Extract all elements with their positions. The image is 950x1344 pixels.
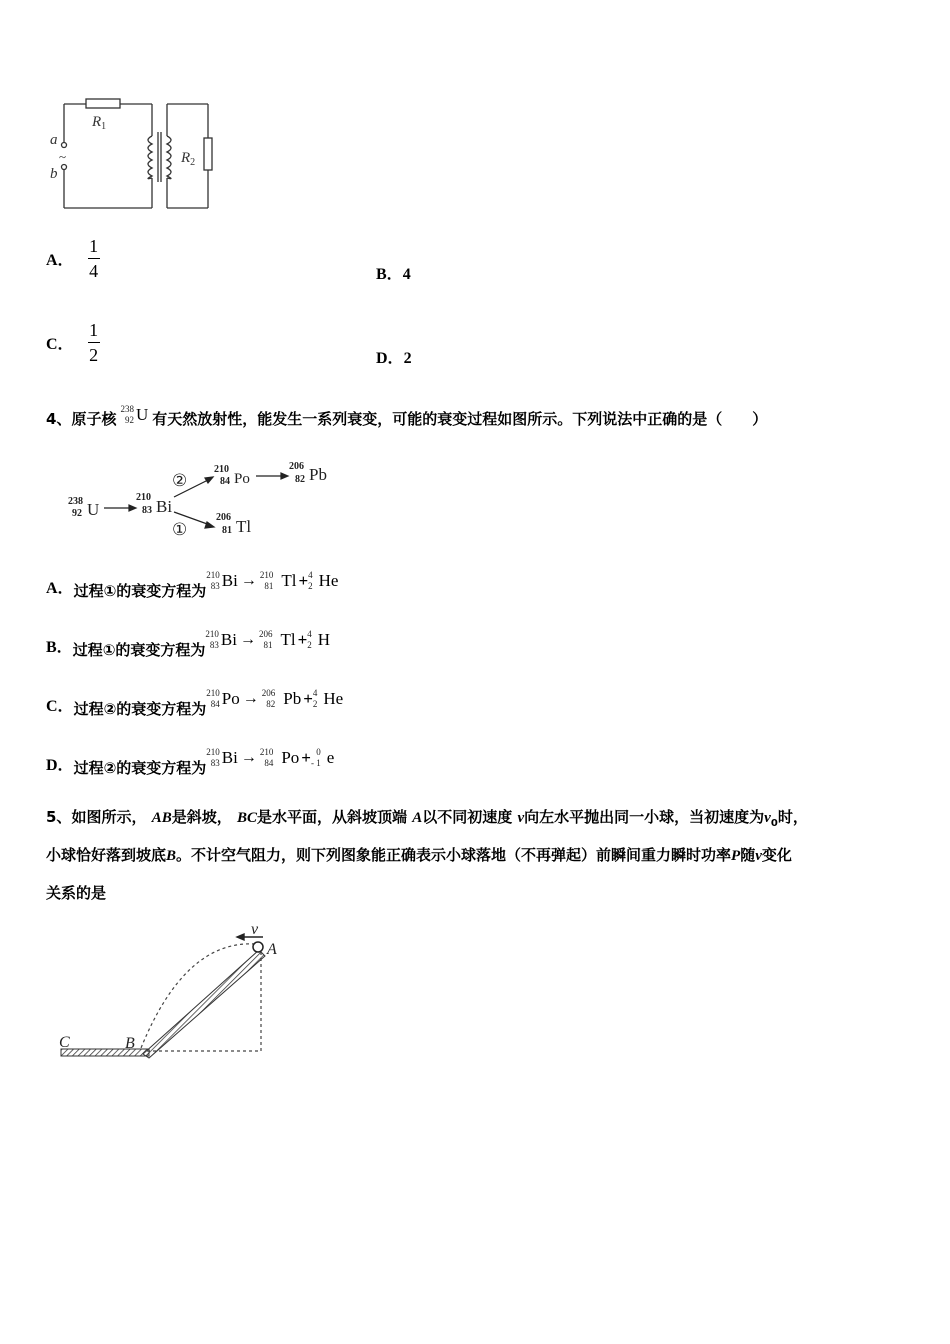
option-text: 过程②的衰变方程为 <box>73 699 207 718</box>
option-text: 过程②的衰变方程为 <box>73 758 207 777</box>
q3-option-b[interactable] <box>376 261 411 284</box>
slope-projectile-figure <box>55 920 295 1070</box>
q3-option-d[interactable] <box>376 345 412 368</box>
primary-coil <box>148 136 152 179</box>
label-v: v <box>251 921 259 938</box>
svg-text:Tl: Tl <box>236 517 252 536</box>
decay-equation: 210 83 Bi → 210 81 Tl + 4 2 He <box>206 570 339 591</box>
option-letter: C． <box>46 697 74 715</box>
option-letter: D． <box>376 350 404 367</box>
decay-equation: 210 84 Po → 206 82 Pb + 4 2 He <box>206 688 344 709</box>
option-letter: D． <box>46 756 74 774</box>
transformer-circuit-figure <box>40 92 220 217</box>
svg-text:92: 92 <box>72 508 82 519</box>
q4-option-a[interactable] <box>46 570 338 602</box>
option-text: 过程①的衰变方程为 <box>72 640 206 659</box>
q4-option-b[interactable] <box>46 629 330 661</box>
option-text: 过程①的衰变方程为 <box>73 581 207 600</box>
node-po <box>214 464 250 487</box>
label-r2: $R_2$ <box>181 150 196 168</box>
label-b: b <box>50 166 58 182</box>
option-letter: A． <box>46 579 74 597</box>
source-symbol: ~ <box>59 149 67 164</box>
q4-stem <box>46 404 767 432</box>
option-value: 2 <box>403 350 412 367</box>
q5-stem-line-1: 5、如图所示， AB是斜坡， BC是水平面，从斜坡顶端 A以不同初速度 v向左水平抛出同一小球，当初速度为$v_0$时， <box>46 808 808 829</box>
label-a: a <box>50 132 58 148</box>
decay-chain-diagram <box>60 455 350 545</box>
fraction: $\frac{1}{2}$ <box>89 320 99 365</box>
q4-prefix: 原子核 <box>71 409 117 428</box>
svg-text:238: 238 <box>68 496 83 507</box>
resistor-r2 <box>204 138 212 170</box>
resistor-r1 <box>86 99 120 108</box>
q3-option-c[interactable] <box>46 320 100 365</box>
svg-text:Pb: Pb <box>309 465 327 484</box>
secondary-coil <box>167 136 171 179</box>
option-letter: B． <box>46 638 73 656</box>
label-c: C <box>59 1034 70 1051</box>
svg-text:210: 210 <box>136 492 151 503</box>
decay-equation: 210 83 Bi → 206 81 Tl + 4 2 H <box>205 629 331 650</box>
q5-stem-line-2: 小球恰好落到坡底B。不计空气阻力，则下列图象能正确表示小球落地（不再弹起）前瞬间重力瞬时功率P随v变化 <box>46 846 792 864</box>
label-b: B <box>125 1035 135 1052</box>
svg-text:206: 206 <box>216 512 231 523</box>
node-u <box>68 496 99 519</box>
q3-option-a[interactable] <box>46 236 100 281</box>
node-pb <box>289 461 327 485</box>
svg-text:Bi: Bi <box>156 497 173 516</box>
route-1-label: ① <box>172 520 188 539</box>
q4-option-d[interactable] <box>46 747 334 779</box>
q5-stem-line-3: 关系的是 <box>46 884 107 902</box>
q4-stem-text: 有天然放射性，能发生一系列衰变，可能的衰变过程如图所示。下列说法中正确的是（ ） <box>152 409 768 428</box>
q4-option-c[interactable] <box>46 688 343 720</box>
svg-text:U: U <box>87 500 100 519</box>
svg-text:210: 210 <box>214 464 229 475</box>
option-letter: A． <box>46 252 74 269</box>
label-a: A <box>267 941 277 958</box>
svg-text:82: 82 <box>295 474 305 485</box>
svg-text:81: 81 <box>222 525 232 536</box>
ball <box>253 942 263 952</box>
option-value: 4 <box>402 266 411 283</box>
decay-equation: 210 83 Bi → 210 84 Po + 0 - 1 e <box>206 747 335 768</box>
option-letter: B． <box>376 266 403 283</box>
node-bi <box>136 492 172 516</box>
question-number: 4、 <box>46 409 72 428</box>
option-letter: C． <box>46 336 74 353</box>
label-r1: $R_1$ <box>92 114 107 132</box>
ground-bc <box>61 1049 149 1056</box>
node-tl <box>216 512 251 536</box>
svg-text:84: 84 <box>220 476 230 487</box>
slope-ab <box>143 950 265 1058</box>
trajectory <box>141 944 255 1048</box>
svg-text:83: 83 <box>142 505 152 516</box>
fraction: $\frac{1}{4}$ <box>89 236 99 281</box>
svg-text:206: 206 <box>289 461 304 472</box>
uranium-nucleus: 238 92 U <box>120 404 149 425</box>
route-2-label: ② <box>172 471 188 490</box>
svg-text:Po: Po <box>234 471 250 487</box>
